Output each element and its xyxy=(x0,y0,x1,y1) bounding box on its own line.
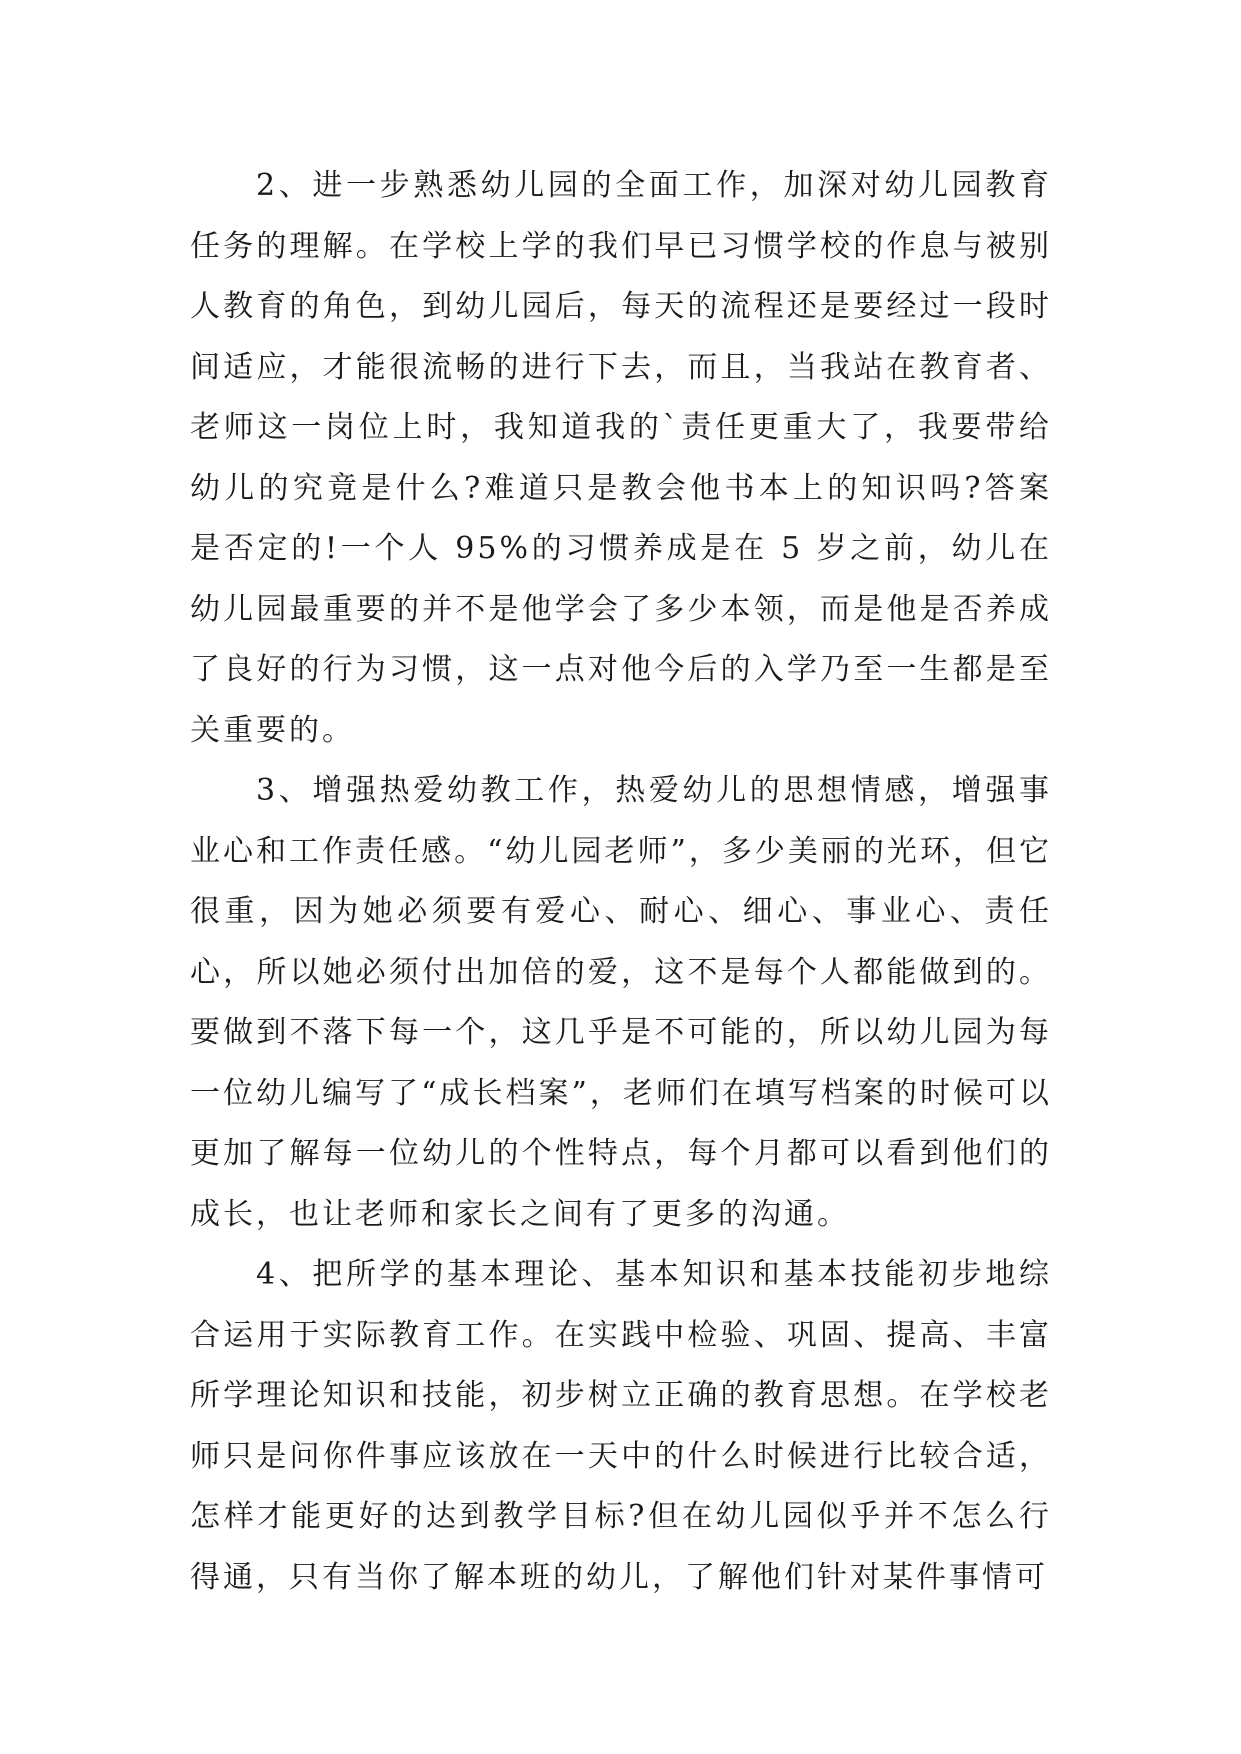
document-body xyxy=(190,156,1052,1608)
paragraph-item-3: 3、增强热爱幼教工作，热爱幼儿的思想情感，增强事业心和工作责任感。“幼儿园老师”，多少美丽的光环，但它很重，因为她必须要有爱心、耐心、细心、事业心、责任心，所以她必须付出加倍的爱，这不是每个人都能做到的。要做到不落下每一个，这几乎是不可能的，所以幼儿园为每一位幼儿编写了“成长档案”，老师们在填写档案的时候可以更加了解每一位幼儿的个性特点，每个月都可以看到他们的成长，也让老师和家长之间有了更多的沟通。 xyxy=(190,773,1052,1232)
paragraph-item-2: 2、进一步熟悉幼儿园的全面工作，加深对幼儿园教育任务的理解。在学校上学的我们早已习惯学校的作息与被别人教育的角色，到幼儿园后，每天的流程还是要经过一段时间适应，才能很流畅的进行下去，而且，当我站在教育者、老师这一岗位上时，我知道我的`责任更重大了，我要带给幼儿的究竟是什么?难道只是教会他书本上的知识吗?答案是否定的!一个人 95%的习惯养成是在 5 岁之前，幼儿在幼儿园最重要的并不是他学会了多少本领，而是他是否养成了良好的行为习惯，这一点对他今后的入学乃至一生都是至关重要的。 xyxy=(190,168,1052,748)
paragraph-item-4: 4、把所学的基本理论、基本知识和基本技能初步地综合运用于实际教育工作。在实践中检验、巩固、提高、丰富所学理论知识和技能，初步树立正确的教育思想。在学校老师只是问你件事应该放在一天中的什么时候进行比较合适，怎样才能更好的达到教学目标?但在幼儿园似乎并不怎么行得通，只有当你了解本班的幼儿，了解他们针对某件事情可 xyxy=(190,1257,1052,1595)
